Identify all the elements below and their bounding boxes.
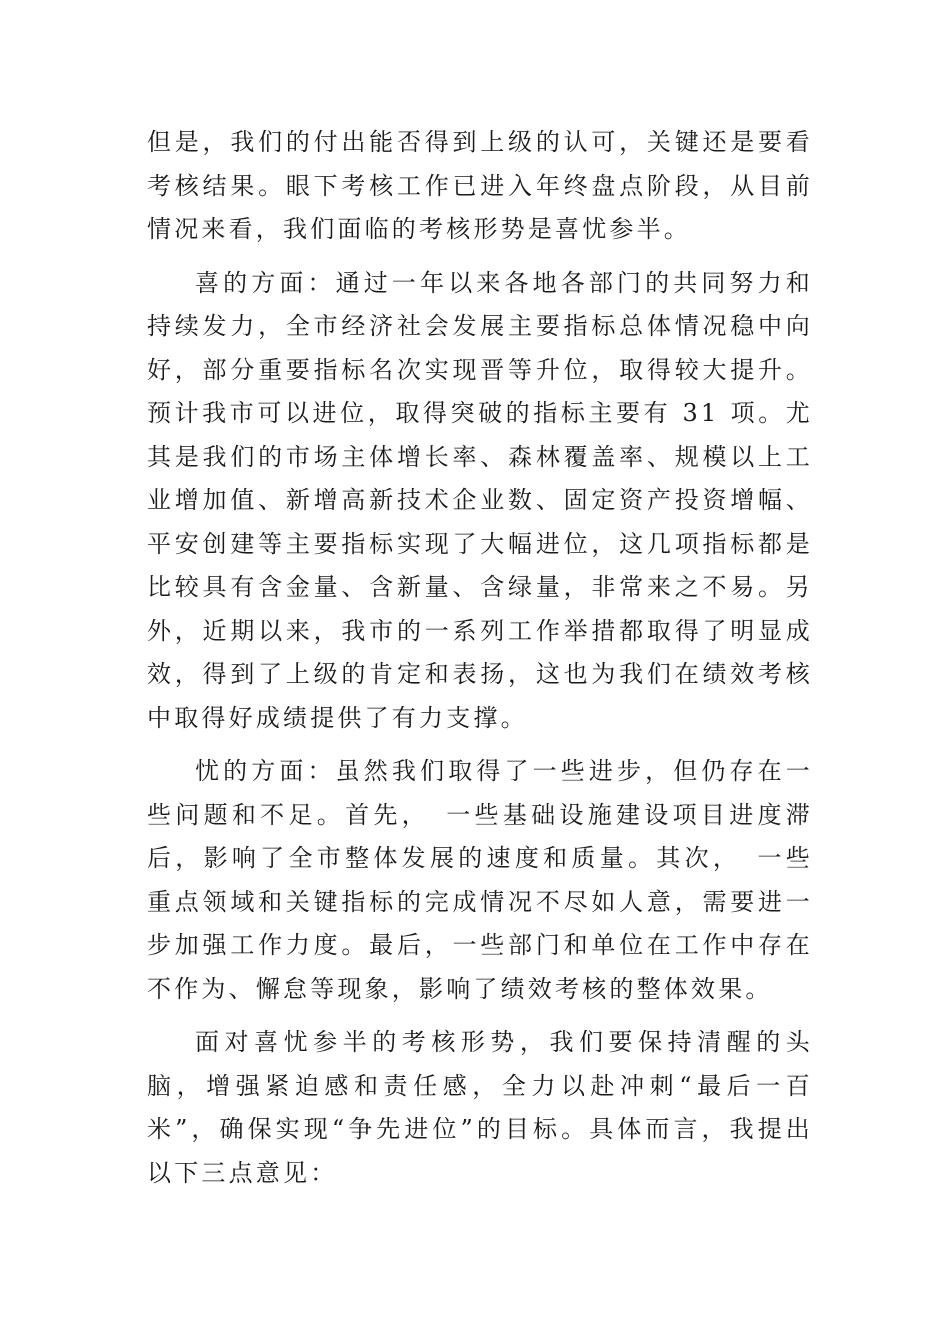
paragraph-concerns: 忧的方面：虽然我们取得了一些进步，但仍存在一些问题和不足。首先， 一些基础设施建设项目进度滞后，影响了全市整体发展的速度和质量。其次， 一些重点领域和关键指标的完成情况不尽如人意，需要进一步加强工作力度。最后，一些部门和单位在工作中存在不作为、懈怠等现象，影响了绩效考核的整体效果。 <box>147 757 813 1003</box>
document-body <box>147 121 813 1205</box>
paragraph-conclusion: 面对喜忧参半的考核形势，我们要保持清醒的头脑，增强紧迫感和责任感，全力以赴冲刺“最后一百米”，确保实现“争先进位”的目标。具体而言，我提出以下三点意见： <box>147 1028 813 1187</box>
paragraph-continuation: 但是，我们的付出能否得到上级的认可，关键还是要看考核结果。眼下考核工作已进入年终盘点阶段，从目前情况来看，我们面临的考核形势是喜忧参半。 <box>147 128 813 243</box>
paragraph-positive-aspects: 喜的方面：通过一年以来各地各部门的共同努力和持续发力，全市经济社会发展主要指标总体情况稳中向好，部分重要指标名次实现晋等升位，取得较大提升。预计我市可以进位，取得突破的指标主要有 31 项。尤其是我们的市场主体增长率、森林覆盖率、规模以上工业增加值、新增高新技术企业数、固定资产投资增幅、平安创建等主要指标实现了大幅进位，这几项指标都是比较具有含金量、含新量、含绿量，非常来之不易。另外，近期以来，我市的一系列工作举措都取得了明显成效，得到了上级的肯定和表扬，这也为我们在绩效考核中取得好成绩提供了有力支撑。 <box>147 268 813 732</box>
